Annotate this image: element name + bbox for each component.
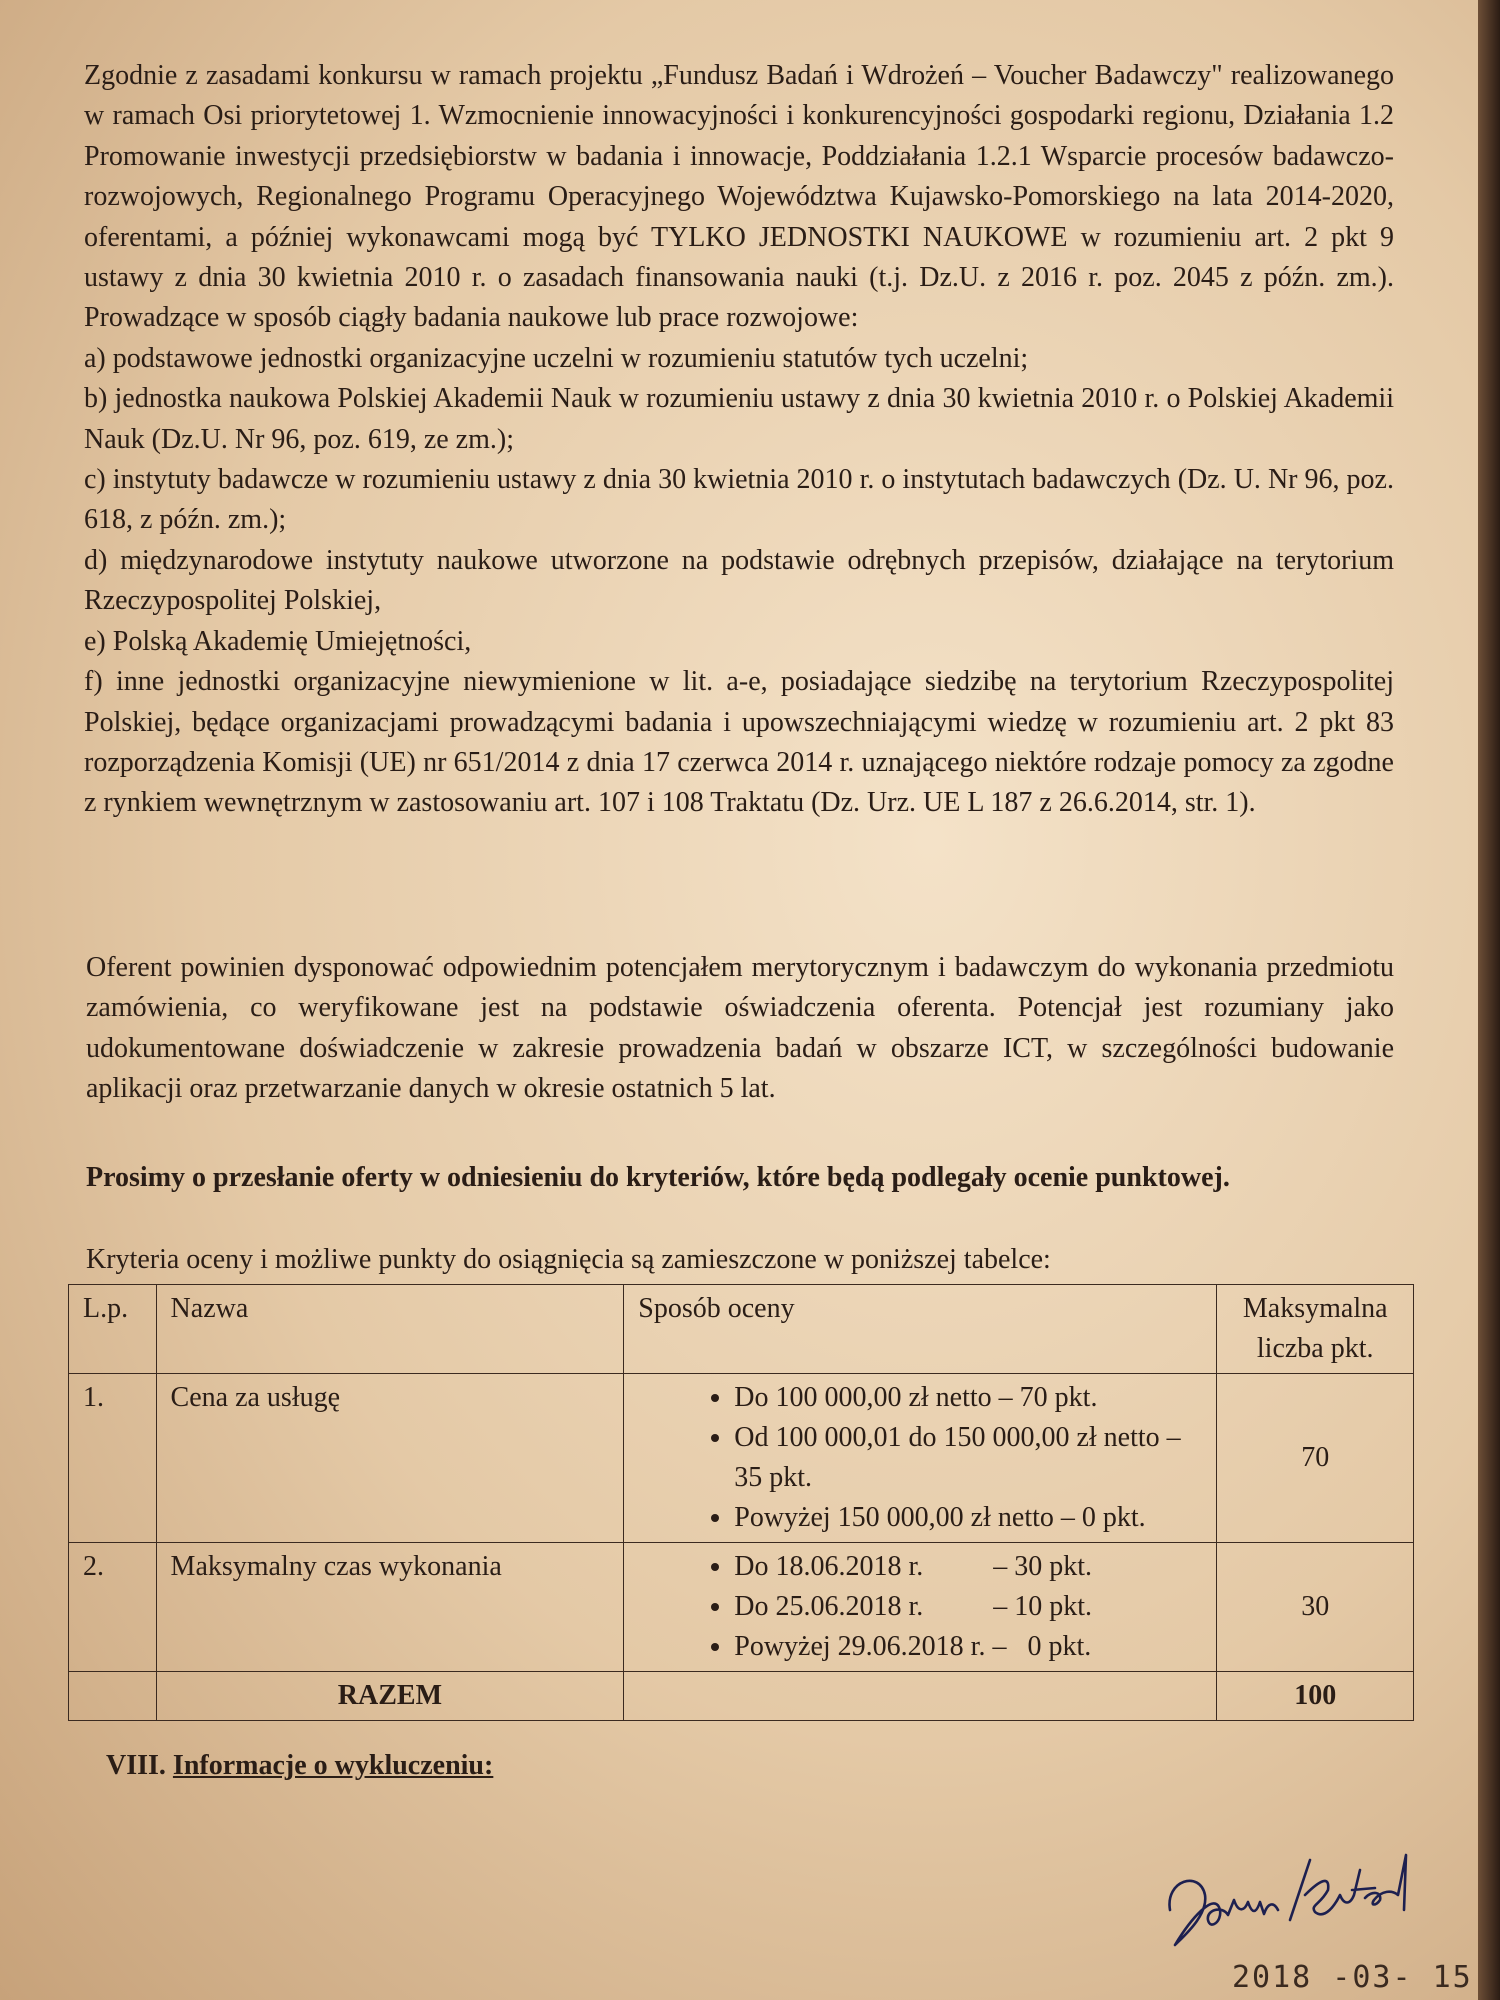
unit-list xyxy=(84,339,1394,824)
intro-section xyxy=(84,56,1394,824)
row-name: Cena za usługę xyxy=(156,1374,624,1543)
bullet-item: • Od 100 000,01 do 150 000,00 zł netto – 35 pkt. xyxy=(734,1418,1202,1498)
row-name: Maksymalny czas wykonania xyxy=(156,1543,624,1672)
table-row xyxy=(69,1374,1414,1543)
list-item: d) międzynarodowe instytuty naukowe utworzone na podstawie odrębnych przepisów, działające na terytorium Rzeczypospolitej Polskiej, xyxy=(84,544,1394,617)
row-method xyxy=(624,1374,1217,1543)
list-item: a) podstawowe jednostki organizacyjne uczelni w rozumieniu statutów tych uczelni; xyxy=(84,342,1029,374)
table-total-row xyxy=(69,1672,1414,1721)
request-heading: Prosimy o przesłanie oferty w odniesieniu do kryteriów, które będą podlegały ocenie punktowej. xyxy=(86,1162,1230,1193)
table-row xyxy=(69,1543,1414,1672)
page-edge-shadow xyxy=(1478,0,1500,2000)
date-stamp: 2018 -03- 15 xyxy=(1232,1960,1473,1995)
row-lp: 2. xyxy=(69,1543,157,1672)
bullet-list xyxy=(684,1547,1202,1667)
row-max: 30 xyxy=(1217,1543,1414,1672)
total-value: 100 xyxy=(1217,1672,1414,1721)
signature-text: Dominik Kotarski xyxy=(1160,1850,1168,1851)
section-number: VIII. xyxy=(106,1750,166,1781)
header-name: Nazwa xyxy=(156,1285,624,1374)
offer-paragraph: Oferent powinien dysponować odpowiednim potencjałem merytorycznym i badawczym do wykonania przedmiotu zamówienia, co weryfikowane jest na podstawie oświadczenia oferenta. Potencjał jest rozumiany jako udokumentowane doświadczenie w zakresie prowadzenia badań w obszarze ICT, w szczególności budowanie aplikacji oraz przetwarzanie danych w okresie ostatnich 5 lat. xyxy=(86,952,1394,1105)
list-item: e) Polską Akademię Umiejętności, xyxy=(84,625,472,657)
table-header-row xyxy=(69,1285,1414,1374)
bullet-item: • Do 100 000,00 zł netto – 70 pkt. xyxy=(734,1378,1202,1418)
bullet-item: • Powyżej 150 000,00 zł netto – 0 pkt. xyxy=(734,1498,1202,1538)
section-title: Informacje o wykluczeniu: xyxy=(172,1750,494,1781)
total-empty-cell xyxy=(69,1672,157,1721)
row-method xyxy=(624,1543,1217,1672)
list-item: b) jednostka naukowa Polskiej Akademii Nauk w rozumieniu ustawy z dnia 30 kwietnia 2010 r. o Polskiej Akademii Nauk (Dz.U. Nr 96, poz. 619, ze zm.); xyxy=(84,383,1394,455)
header-method: Sposób oceny xyxy=(624,1285,1217,1374)
table-caption: Kryteria oceny i możliwe punkty do osiągnięcia są zamieszczone w poniższej tabelce: xyxy=(86,1244,1051,1275)
header-lp: L.p. xyxy=(69,1285,157,1374)
bullet-item: • Powyżej 29.06.2018 r. – 0 pkt. xyxy=(734,1627,1202,1667)
row-max: 70 xyxy=(1217,1374,1414,1543)
total-label: RAZEM xyxy=(156,1672,624,1721)
list-item: f) inne jednostki organizacyjne niewymienione w lit. a-e, posiadające siedzibę na terytorium Rzeczypospolitej Polskiej, będące organizacjami prowadzącymi badania i upowszechniającymi wiedzę w rozumieniu art. 2 pkt 83 rozporządzenia Komisji (UE) nr 651/2014 z dnia 17 czerwca 2014 r. uznającego niektóre rodzaje pomocy za zgodne z rynkiem wewnętrznym w zastosowaniu art. 107 i 108 Traktatu (Dz. Urz. UE L 187 z 26.6.2014, str. 1). xyxy=(84,666,1394,819)
row-lp: 1. xyxy=(69,1374,157,1543)
total-empty-cell xyxy=(624,1672,1217,1721)
list-item: c) instytuty badawcze w rozumieniu ustawy z dnia 30 kwietnia 2010 r. o instytutach badawczych (Dz. U. Nr 96, poz. 618, z późn. zm.); xyxy=(84,464,1394,536)
header-max: Maksymalna liczba pkt. xyxy=(1217,1285,1414,1374)
criteria-table xyxy=(68,1284,1414,1721)
section-heading xyxy=(106,1750,493,1782)
intro-paragraph: Zgodnie z zasadami konkursu w ramach projektu „Fundusz Badań i Wdrożeń – Voucher Badawczy" realizowanego w ramach Osi priorytetowej 1. Wzmocnienie innowacyjności i konkurencyjności gospodarki regionu, Działania 1.2 Promowanie inwestycji przedsiębiorstw w badania i innowacje, Poddziałania 1.2.1 Wsparcie procesów badawczo-rozwojowych, Regionalnego Programu Operacyjnego Województwa Kujawsko-Pomorskiego na lata 2014-2020, oferentami, a później wykonawcami mogą być TYLKO JEDNOSTKI NAUKOWE w rozumieniu art. 2 pkt 9 ustawy z dnia 30 kwietnia 2010 r. o zasadach finansowania nauki (t.j. Dz.U. z 2016 r. poz. 2045 z późn. zm.). Prowadzące w sposób ciągły badania naukowe lub prace rozwojowe: xyxy=(84,60,1394,334)
bullet-item: • Do 25.06.2018 r. – 10 pkt. xyxy=(734,1587,1202,1627)
bullet-list xyxy=(684,1378,1202,1538)
signature xyxy=(1160,1850,1440,1960)
bullet-item: • Do 18.06.2018 r. – 30 pkt. xyxy=(734,1547,1202,1587)
